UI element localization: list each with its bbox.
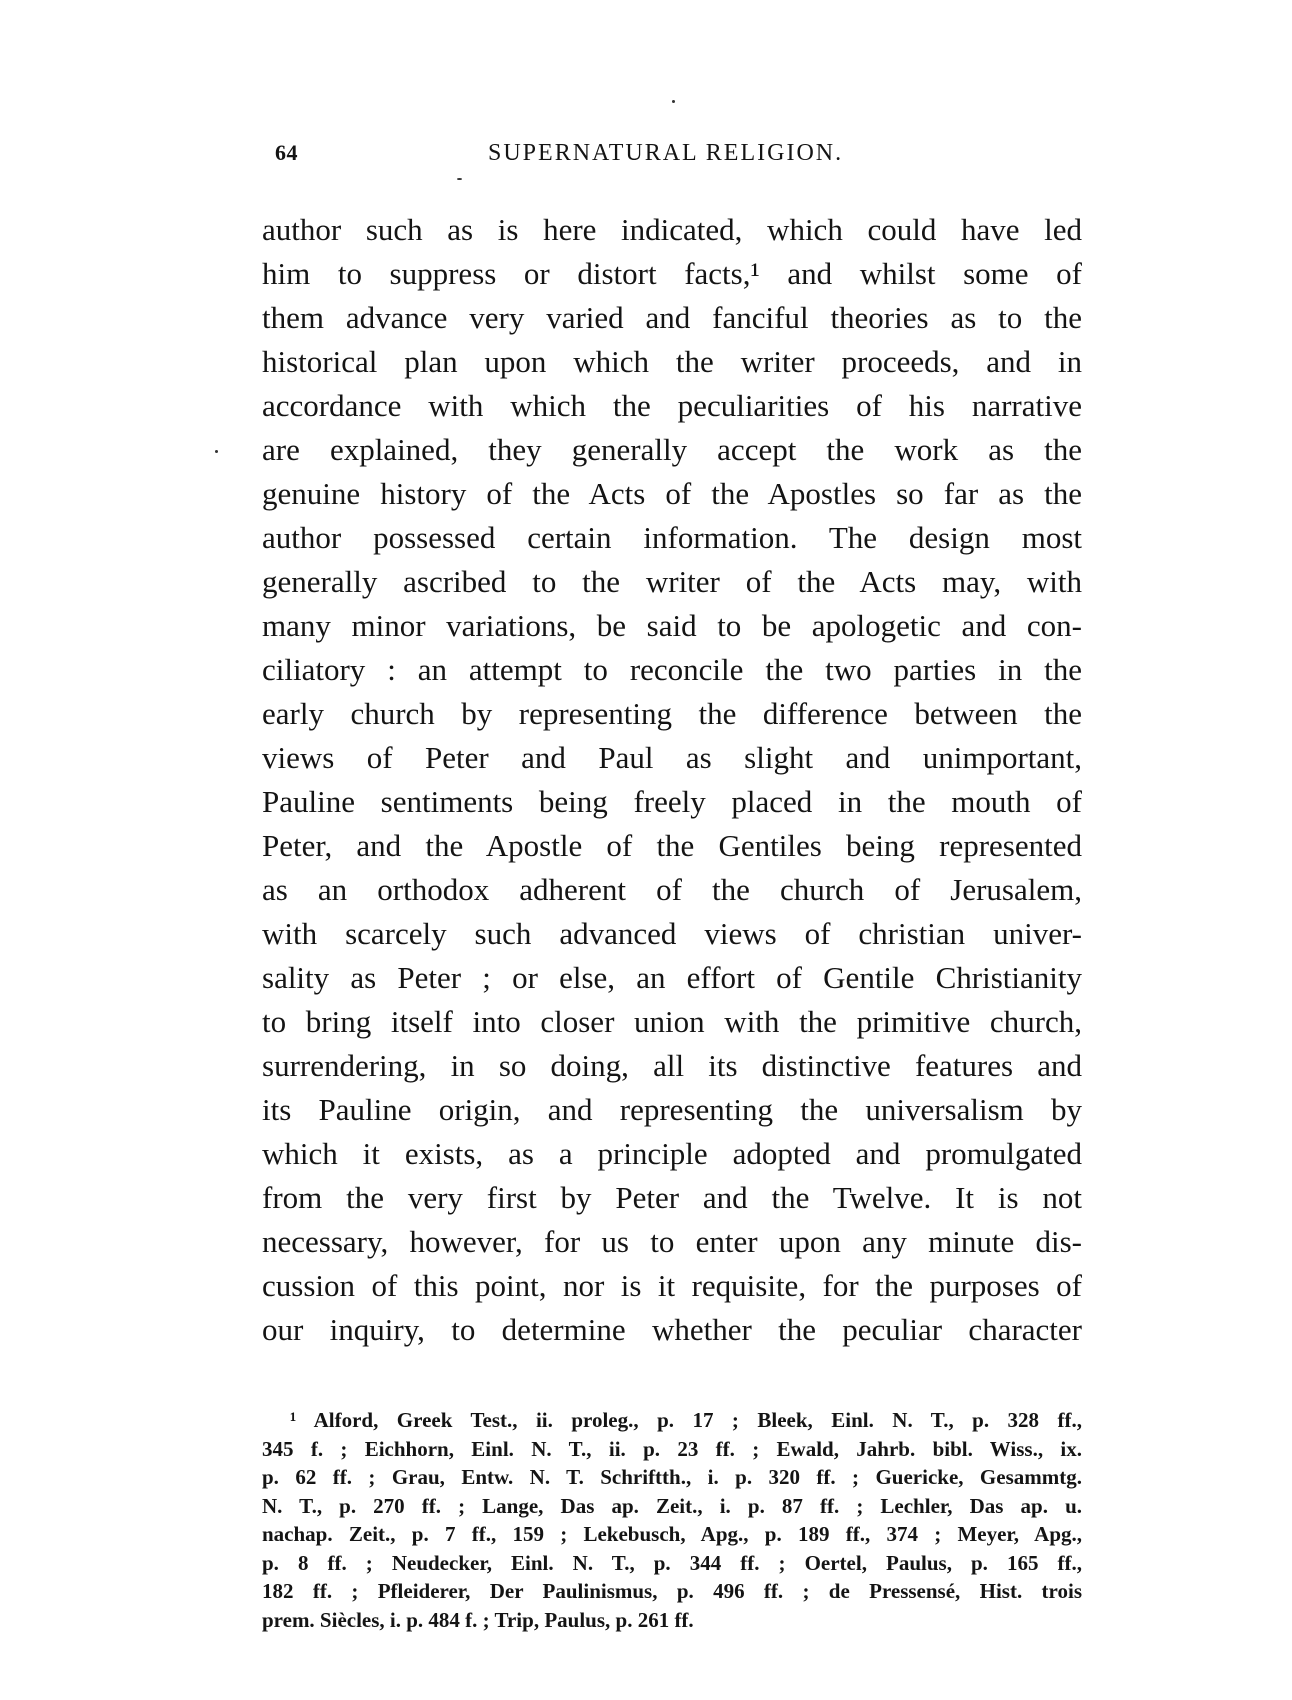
ink-speck (215, 450, 218, 453)
text-line: generally ascribed to the writer of the Acts may, with (262, 564, 1082, 599)
footnotes (262, 1406, 1082, 1634)
text-line: are explained, they generally accept the work as the (262, 432, 1082, 467)
text-line: accordance with which the peculiarities of his narrative (262, 388, 1082, 423)
text-line: many minor variations, be said to be apologetic and con- (262, 608, 1082, 643)
text-line: historical plan upon which the writer proceeds, and in (262, 344, 1082, 379)
footnote-line: ¹ Alford, Greek Test., ii. proleg., p. 17 ; Bleek, Einl. N. T., p. 328 ff., (290, 1408, 1082, 1432)
text-line: author possessed certain information. The design most (262, 520, 1082, 555)
text-line: surrendering, in so doing, all its distinctive features and (262, 1048, 1082, 1083)
ink-speck (672, 100, 675, 103)
running-title: SUPERNATURAL RELIGION. (488, 140, 844, 166)
text-line: Peter, and the Apostle of the Gentiles being represented (262, 828, 1082, 863)
text-line: which it exists, as a principle adopted and promulgated (262, 1136, 1082, 1171)
text-line: author such as is here indicated, which could have led (262, 212, 1082, 247)
text-line: ciliatory : an attempt to reconcile the two parties in the (262, 652, 1082, 687)
text-line: with scarcely such advanced views of christian univer- (262, 916, 1082, 951)
text-line: as an orthodox adherent of the church of Jerusalem, (262, 872, 1082, 907)
text-line: Pauline sentiments being freely placed in the mouth of (262, 784, 1082, 819)
text-line: early church by representing the difference between the (262, 696, 1082, 731)
text-line: to bring itself into closer union with the primitive church, (262, 1004, 1082, 1039)
running-head (275, 140, 1075, 180)
text-line: views of Peter and Paul as slight and unimportant, (262, 740, 1082, 775)
text-line: them advance very varied and fanciful theories as to the (262, 300, 1082, 335)
text-line: sality as Peter ; or else, an effort of Gentile Christianity (262, 960, 1082, 995)
text-line: its Pauline origin, and representing the universalism by (262, 1092, 1082, 1127)
footnote-line: prem. Siècles, i. p. 484 f. ; Trip, Paulus, p. 261 ff. (262, 1607, 694, 1632)
footnote-line: 182 ff. ; Pfleiderer, Der Paulinismus, p. 496 ff. ; de Pressensé, Hist. trois (262, 1579, 1082, 1603)
text-line: genuine history of the Acts of the Apostles so far as the (262, 476, 1082, 511)
page-number: 64 (275, 140, 298, 165)
body-text (262, 208, 1082, 1352)
footnote-line: N. T., p. 270 ff. ; Lange, Das ap. Zeit., i. p. 87 ff. ; Lechler, Das ap. u. (262, 1493, 1082, 1518)
text-line: him to suppress or distort facts,¹ and whilst some of (262, 256, 1082, 291)
footnote-line: p. 8 ff. ; Neudecker, Einl. N. T., p. 344 ff. ; Oertel, Paulus, p. 165 ff., (262, 1550, 1082, 1575)
text-line: necessary, however, for us to enter upon any minute dis- (262, 1224, 1082, 1259)
text-line: from the very first by Peter and the Twelve. It is not (262, 1180, 1082, 1215)
text-line: cussion of this point, nor is it requisite, for the purposes of (262, 1268, 1082, 1303)
text-line: our inquiry, to determine whether the peculiar character (262, 1312, 1082, 1347)
footnote-line: 345 f. ; Eichhorn, Einl. N. T., ii. p. 23 ff. ; Ewald, Jahrb. bibl. Wiss., ix. (262, 1436, 1082, 1461)
footnote-line: p. 62 ff. ; Grau, Entw. N. T. Schriftth., i. p. 320 ff. ; Guericke, Gesammtg. (262, 1465, 1082, 1489)
footnote-line: nachap. Zeit., p. 7 ff., 159 ; Lekebusch, Apg., p. 189 ff., 374 ; Meyer, Apg., (262, 1522, 1082, 1546)
